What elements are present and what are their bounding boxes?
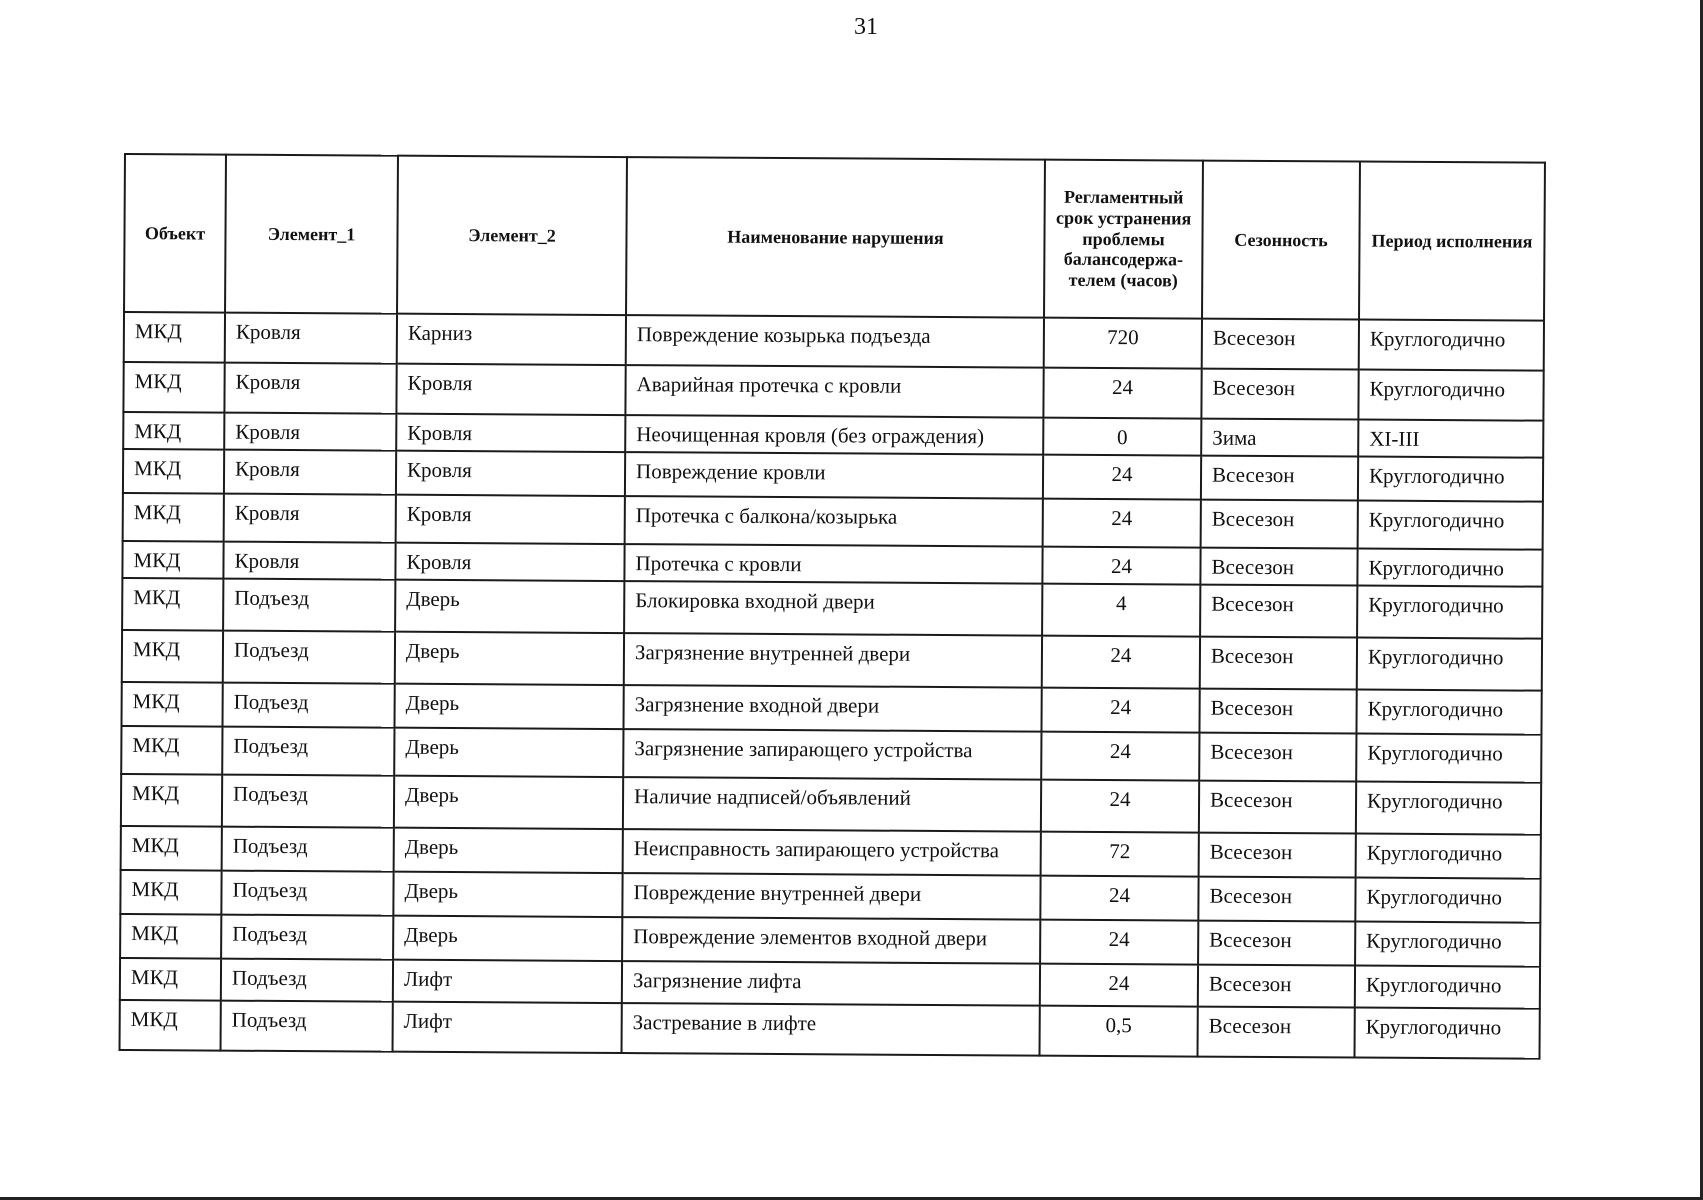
object-cell: МКД bbox=[124, 312, 225, 363]
violation-name-cell: Неисправность запирающего устройства bbox=[623, 829, 1041, 876]
element-1-cell: Подъезд bbox=[223, 579, 395, 632]
term-hours-cell: 24 bbox=[1042, 547, 1200, 585]
violation-name-cell: Наличие надписей/объявлений bbox=[623, 777, 1041, 832]
violation-name-cell: Застревание в лифте bbox=[622, 1003, 1040, 1056]
table-row bbox=[121, 726, 1541, 783]
term-hours-cell: 0 bbox=[1043, 418, 1201, 456]
object-cell: МКД bbox=[121, 726, 222, 775]
seasonality-cell: Всесезон bbox=[1202, 319, 1359, 370]
table-body bbox=[120, 312, 1544, 1059]
object-cell: МКД bbox=[121, 826, 222, 871]
seasonality-cell: Всесезон bbox=[1199, 733, 1356, 782]
period-cell: Круглогодично bbox=[1357, 638, 1542, 691]
object-cell: МКД bbox=[122, 630, 223, 683]
violation-name-cell: Загрязнение запирающего устройства bbox=[623, 729, 1041, 780]
element-2-cell: Дверь bbox=[395, 580, 624, 633]
element-1-cell: Кровля bbox=[224, 413, 396, 451]
element-2-cell: Кровля bbox=[395, 543, 624, 581]
element-1-cell: Подъезд bbox=[221, 1001, 393, 1052]
element-1-cell: Подъезд bbox=[222, 827, 394, 872]
seasonality-cell: Всесезон bbox=[1201, 456, 1358, 501]
term-hours-cell: 24 bbox=[1040, 964, 1198, 1007]
header-term-hours: Регламентный срок устранения проблемы балансодержа-телем (часов) bbox=[1044, 160, 1203, 319]
period-cell: Круглогодично bbox=[1358, 370, 1543, 421]
violations-table bbox=[119, 153, 1546, 1060]
header-violation-name: Наименование нарушения bbox=[626, 157, 1045, 318]
term-hours-cell: 720 bbox=[1044, 318, 1202, 369]
element-2-cell: Карниз bbox=[397, 314, 626, 365]
element-2-cell: Дверь bbox=[394, 828, 623, 873]
element-2-cell: Лифт bbox=[393, 1002, 622, 1053]
seasonality-cell: Всесезон bbox=[1198, 877, 1355, 922]
seasonality-cell: Всесезон bbox=[1198, 921, 1355, 966]
term-hours-cell: 24 bbox=[1042, 636, 1200, 689]
element-1-cell: Подъезд bbox=[223, 631, 395, 684]
element-2-cell: Дверь bbox=[394, 728, 623, 777]
period-cell: Круглогодично bbox=[1357, 586, 1542, 639]
header-element-2: Элемент_2 bbox=[397, 156, 627, 315]
violation-name-cell: Повреждение элементов входной двери bbox=[622, 917, 1040, 964]
period-cell: Круглогодично bbox=[1354, 1008, 1539, 1059]
term-hours-cell: 24 bbox=[1043, 499, 1201, 548]
object-cell: МКД bbox=[122, 541, 223, 579]
header-seasonality: Сезонность bbox=[1202, 161, 1360, 320]
seasonality-cell: Всесезон bbox=[1200, 637, 1357, 690]
element-1-cell: Подъезд bbox=[221, 915, 393, 960]
period-cell: Круглогодично bbox=[1358, 501, 1543, 550]
table-row bbox=[123, 493, 1543, 550]
element-1-cell: Кровля bbox=[224, 450, 396, 495]
element-2-cell: Дверь bbox=[394, 684, 623, 729]
term-hours-cell: 24 bbox=[1043, 368, 1201, 419]
seasonality-cell: Всесезон bbox=[1198, 965, 1355, 1008]
period-cell: Круглогодично bbox=[1355, 966, 1540, 1009]
violation-name-cell: Повреждение козырька подъезда bbox=[626, 315, 1044, 368]
seasonality-cell: Всесезон bbox=[1199, 833, 1356, 878]
period-cell: Круглогодично bbox=[1357, 549, 1542, 587]
term-hours-cell: 0,5 bbox=[1040, 1006, 1198, 1057]
term-hours-cell: 24 bbox=[1040, 876, 1198, 921]
period-cell: Круглогодично bbox=[1356, 834, 1541, 879]
period-cell: Круглогодично bbox=[1358, 457, 1543, 502]
seasonality-cell: Зима bbox=[1201, 419, 1358, 457]
term-hours-cell: 24 bbox=[1041, 688, 1199, 733]
element-2-cell: Дверь bbox=[393, 916, 622, 961]
element-1-cell: Подъезд bbox=[222, 683, 394, 728]
element-2-cell: Кровля bbox=[396, 495, 625, 544]
table-row bbox=[120, 1000, 1540, 1059]
violation-name-cell: Повреждение внутренней двери bbox=[622, 873, 1040, 920]
object-cell: МКД bbox=[120, 1000, 221, 1051]
seasonality-cell: Всесезон bbox=[1198, 1007, 1355, 1058]
element-1-cell: Кровля bbox=[225, 313, 397, 364]
seasonality-cell: Всесезон bbox=[1201, 369, 1358, 420]
term-hours-cell: 4 bbox=[1042, 584, 1200, 637]
period-cell: XI-III bbox=[1358, 420, 1543, 458]
seasonality-cell: Всесезон bbox=[1201, 500, 1358, 549]
object-cell: МКД bbox=[123, 493, 224, 542]
term-hours-cell: 24 bbox=[1043, 455, 1201, 500]
element-1-cell: Кровля bbox=[224, 494, 396, 543]
element-1-cell: Подъезд bbox=[222, 727, 394, 776]
violation-name-cell: Протечка с кровли bbox=[624, 544, 1042, 584]
element-2-cell: Кровля bbox=[396, 451, 625, 496]
object-cell: МКД bbox=[120, 870, 221, 915]
period-cell: Круглогодично bbox=[1356, 690, 1541, 735]
object-cell: МКД bbox=[121, 682, 222, 727]
header-element-1: Элемент_1 bbox=[225, 155, 398, 314]
violation-name-cell: Неочищенная кровля (без ограждения) bbox=[625, 415, 1043, 455]
element-2-cell: Кровля bbox=[396, 364, 625, 415]
seasonality-cell: Всесезон bbox=[1199, 689, 1356, 734]
element-1-cell: Подъезд bbox=[221, 959, 393, 1002]
table-row bbox=[124, 312, 1544, 371]
object-cell: МКД bbox=[123, 362, 224, 413]
seasonality-cell: Всесезон bbox=[1200, 585, 1357, 638]
term-hours-cell: 24 bbox=[1041, 732, 1199, 781]
object-cell: МКД bbox=[121, 774, 222, 827]
element-2-cell: Кровля bbox=[396, 414, 625, 452]
table-header-row bbox=[124, 154, 1545, 321]
header-object: Объект bbox=[124, 154, 226, 313]
table-row bbox=[122, 578, 1542, 639]
element-1-cell: Кровля bbox=[223, 542, 395, 580]
term-hours-cell: 72 bbox=[1041, 832, 1199, 877]
violation-name-cell: Загрязнение внутренней двери bbox=[624, 633, 1042, 688]
period-cell: Круглогодично bbox=[1359, 320, 1544, 371]
object-cell: МКД bbox=[123, 449, 224, 494]
period-cell: Круглогодично bbox=[1355, 922, 1540, 967]
object-cell: МКД bbox=[120, 958, 221, 1001]
element-1-cell: Подъезд bbox=[222, 775, 394, 828]
table-row bbox=[121, 774, 1541, 835]
object-cell: МКД bbox=[120, 914, 221, 959]
violation-name-cell: Протечка с балкона/козырька bbox=[625, 496, 1043, 547]
violation-name-cell: Блокировка входной двери bbox=[624, 581, 1042, 636]
element-1-cell: Подъезд bbox=[221, 871, 393, 916]
seasonality-cell: Всесезон bbox=[1199, 781, 1356, 834]
period-cell: Круглогодично bbox=[1355, 878, 1540, 923]
violation-name-cell: Загрязнение лифта bbox=[622, 961, 1040, 1006]
term-hours-cell: 24 bbox=[1041, 780, 1199, 833]
period-cell: Круглогодично bbox=[1356, 782, 1541, 835]
element-2-cell: Дверь bbox=[393, 872, 622, 917]
violation-name-cell: Повреждение кровли bbox=[625, 452, 1043, 499]
violation-name-cell: Аварийная протечка с кровли bbox=[625, 365, 1043, 418]
element-2-cell: Дверь bbox=[395, 632, 624, 685]
header-period: Период исполнения bbox=[1359, 162, 1545, 321]
object-cell: МКД bbox=[123, 412, 224, 450]
object-cell: МКД bbox=[122, 578, 223, 631]
period-cell: Круглогодично bbox=[1356, 734, 1541, 783]
element-2-cell: Лифт bbox=[393, 960, 622, 1003]
element-2-cell: Дверь bbox=[394, 776, 623, 829]
violation-name-cell: Загрязнение входной двери bbox=[623, 685, 1041, 732]
element-1-cell: Кровля bbox=[224, 363, 396, 414]
page-number: 31 bbox=[854, 14, 878, 40]
table-row bbox=[123, 362, 1543, 421]
seasonality-cell: Всесезон bbox=[1200, 548, 1357, 586]
term-hours-cell: 24 bbox=[1040, 920, 1198, 965]
table-row bbox=[122, 630, 1542, 691]
